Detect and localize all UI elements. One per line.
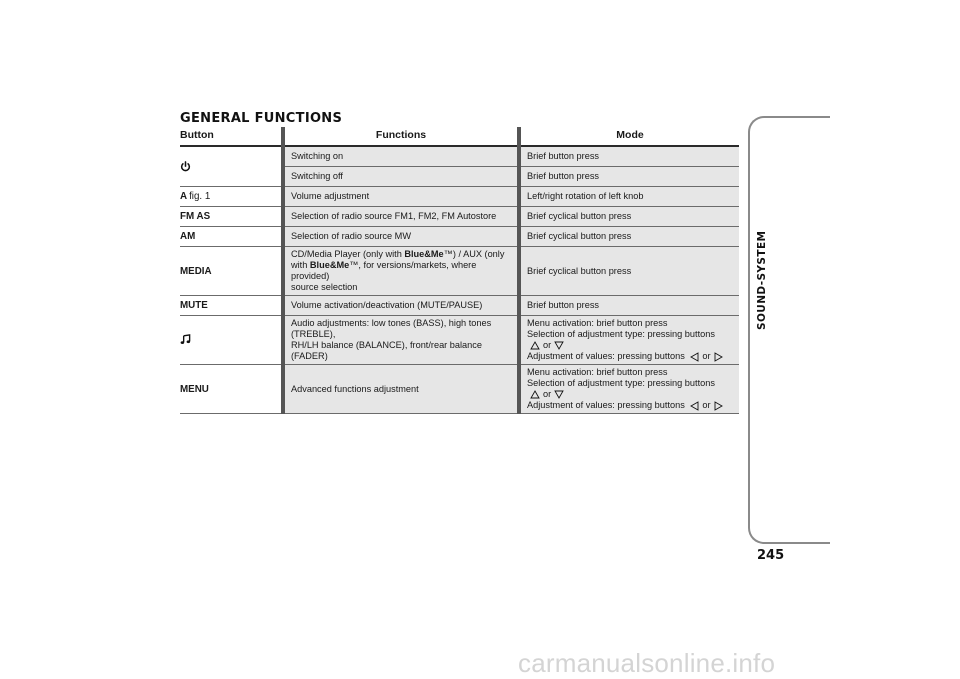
mode-cell: Brief button press <box>519 146 739 167</box>
mode-cell <box>519 316 739 365</box>
mode-cell: Brief cyclical button press <box>519 247 739 296</box>
function-cell: Switching on <box>283 146 519 167</box>
table-row <box>180 146 739 167</box>
text-fragment: ™, for versions/markets, where provided) <box>291 260 477 281</box>
text-line: Menu activation: brief button press <box>527 318 668 328</box>
function-cell: Selection of radio source FM1, FM2, FM Autostore <box>283 207 519 227</box>
function-cell <box>283 316 519 365</box>
page-number: 245 <box>757 548 785 563</box>
text-line: Selection of adjustment type: pressing buttons <box>527 329 715 339</box>
function-cell: Switching off <box>283 167 519 187</box>
mode-cell: Brief cyclical button press <box>519 207 739 227</box>
up-triangle-icon <box>530 341 540 350</box>
text-line: Selection of adjustment type: pressing buttons <box>527 378 715 388</box>
chapter-tab-label: SOUND-SYSTEM <box>756 230 768 330</box>
up-triangle-icon <box>530 390 540 399</box>
function-cell <box>283 247 519 296</box>
watermark: carmanualsonline.info <box>518 648 776 678</box>
button-cell: MUTE <box>180 296 283 316</box>
text-fragment: or <box>702 351 711 361</box>
table-row <box>180 316 739 365</box>
text-fragment: with <box>291 260 310 270</box>
mode-cell: Brief cyclical button press <box>519 227 739 247</box>
table-row <box>180 296 739 316</box>
general-functions-table <box>180 127 739 414</box>
function-cell: Volume activation/deactivation (MUTE/PAUSE) <box>283 296 519 316</box>
function-cell: Volume adjustment <box>283 187 519 207</box>
mode-cell: Brief button press <box>519 296 739 316</box>
power-icon <box>180 161 191 172</box>
header-mode: Mode <box>519 127 739 146</box>
header-button: Button <box>180 127 283 146</box>
table-row <box>180 207 739 227</box>
text-fragment: source selection <box>291 282 358 292</box>
header-functions: Functions <box>283 127 519 146</box>
text-line: Adjustment of values: pressing buttons <box>527 351 685 361</box>
text-line: Menu activation: brief button press <box>527 367 668 377</box>
left-triangle-icon <box>690 401 699 411</box>
table-row <box>180 365 739 414</box>
text-fragment: or <box>543 340 552 350</box>
function-cell: Advanced functions adjustment <box>283 365 519 414</box>
figure-reference: fig. 1 <box>189 191 211 202</box>
text-fragment-bold: Blue&Me <box>404 249 444 259</box>
section-title: GENERAL FUNCTIONS <box>180 111 343 126</box>
function-cell: Selection of radio source MW <box>283 227 519 247</box>
right-triangle-icon <box>714 352 723 362</box>
button-cell-audio <box>180 316 283 365</box>
table-row <box>180 187 739 207</box>
text-fragment: ™) / AUX (only <box>443 249 505 259</box>
down-triangle-icon <box>554 390 564 399</box>
text-line: Audio adjustments: low tones (BASS), high tones (TREBLE), <box>291 318 492 339</box>
button-cell: MEDIA <box>180 247 283 296</box>
mode-cell <box>519 365 739 414</box>
mode-cell: Left/right rotation of left knob <box>519 187 739 207</box>
button-cell: FM AS <box>180 207 283 227</box>
down-triangle-icon <box>554 341 564 350</box>
text-fragment: or <box>702 400 711 410</box>
button-cell: MENU <box>180 365 283 414</box>
button-cell: AM <box>180 227 283 247</box>
music-note-icon <box>180 334 191 345</box>
button-cell-power <box>180 146 283 187</box>
table-row <box>180 247 739 296</box>
table-header-row <box>180 127 739 146</box>
right-triangle-icon <box>714 401 723 411</box>
text-fragment-bold: Blue&Me <box>309 260 350 270</box>
text-fragment: CD/Media Player (only with <box>291 249 405 259</box>
left-triangle-icon <box>690 352 699 362</box>
button-label: A <box>180 191 188 202</box>
text-fragment: or <box>543 389 552 399</box>
mode-cell: Brief button press <box>519 167 739 187</box>
text-line: Adjustment of values: pressing buttons <box>527 400 685 410</box>
chapter-tab <box>748 116 830 544</box>
table-row <box>180 227 739 247</box>
text-line: RH/LH balance (BALANCE), front/rear balance (FADER) <box>291 340 482 361</box>
button-cell <box>180 187 283 207</box>
